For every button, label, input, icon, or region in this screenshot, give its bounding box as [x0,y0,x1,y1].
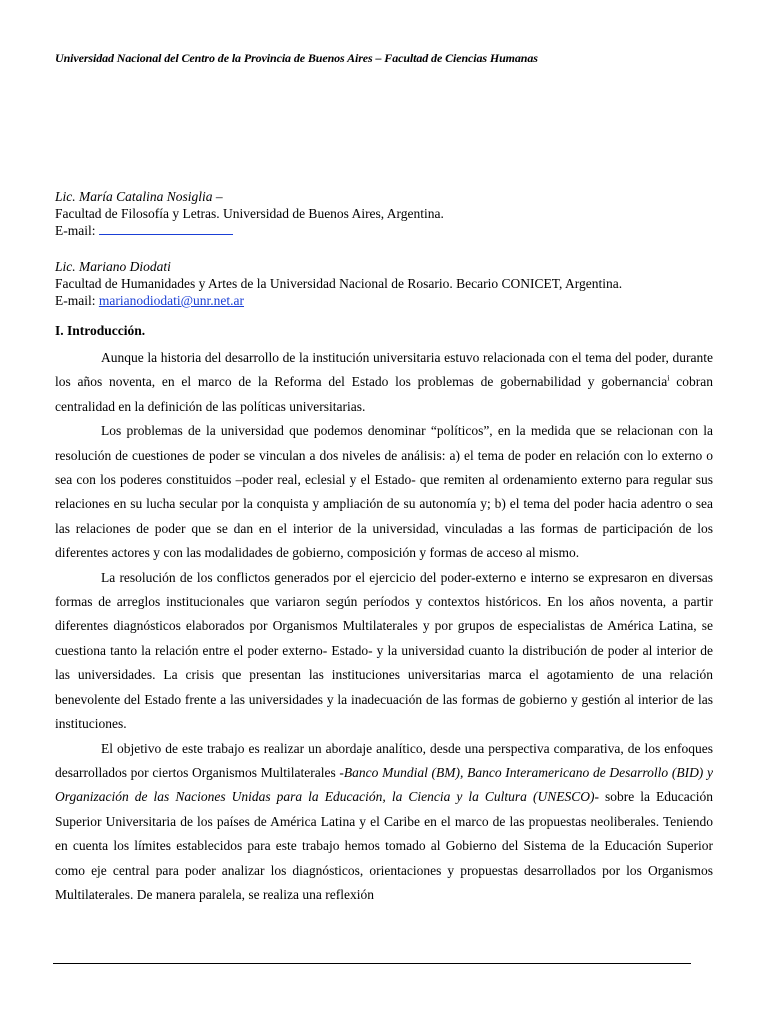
author-affiliation: Facultad de Filosofía y Letras. Universidad de Buenos Aires, Argentina. [55,206,444,221]
author-affiliation: Facultad de Humanidades y Artes de la Universidad Nacional de Rosario. Becario CONICET, Argentina. [55,276,623,291]
email-label: E-mail: [55,223,96,238]
paragraph-text: cobran centralidad en la definición de las políticas universitarias. [55,374,713,414]
paragraph: La resolución de los conflictos generados por el ejercicio del poder-externo e interno se expresaron en diversas formas de arreglos institucionales que variaron según períodos y contextos históricos. En los años noventa, a partir diferentes diagnósticos elaborados por Organismos Multilaterales y por grupos de especialistas de América Latina, se cuestiona tanto la relación entre el poder externo- Estado- y la universidad cuanto la distribución de poder al interior de las universidades. La crisis que presentan las instituciones universitarias marca el agotamiento de una relación benevolente del Estado frente a las universidades y la inadecuación de las formas de gobierno y gestión al interior de las instituciones. [55,569,713,732]
author-email-line [55,222,444,239]
paragraph: Los problemas de la universidad que podemos denominar “políticos”, en la medida que se relacionan con la resolución de cuestiones de poder se vinculan a dos niveles de análisis: a) el tema de poder en relación con lo externo o sea con los poderes constituidos –poder real, eclesial y el Estado- que remiten al ordenamiento externo para regular sus relaciones en su lucha secular por la conquista y ampliación de su autonomía y; b) el tema del poder hacia adentro o sea las relaciones de poder que se dan en el interior de la universidad, vinculadas a las formas de participación de los diferentes actores y con las modalidades de gobierno, composición y formas de acceso al mismo. [55,423,713,561]
email-link[interactable]: marianodiodati@unr.net.ar [98,293,245,308]
footnote-marker[interactable]: i [667,373,670,383]
email-link-placeholder[interactable] [99,222,233,235]
author-block-1 [55,188,444,239]
paragraph-text: - sobre la Educación Superior Universitaria de los países de América Latina y el Caribe en el marco de las propuestas neoliberales. Teniendo en cuenta los límites establecidos para este trabajo hemos tomado al Gobierno del Sistema de la Educación Superior como eje central para poder analizar los diagnósticos, orientaciones y propuestas desarrollados por los Organismos Multilaterales. De manera paralela, se realiza una reflexión [55,789,714,902]
author-email-line [55,292,622,309]
running-header: Universidad Nacional del Centro de la Provincia de Buenos Aires – Facultad de Ciencias Humanas [55,51,538,65]
paragraph-text: Aunque la historia del desarrollo de la institución universitaria estuvo relacionada con el tema del poder, durante los años noventa, en el marco de la Reforma del Estado los problemas de gobernabilidad y gobernancia [55,350,713,390]
paragraph-text: El objetivo de este trabajo es realizar un abordaje analítico, desde una perspectiva comparativa, de los enfoques desarrollados por ciertos Organismos Multilaterales - [55,740,713,780]
paragraph [55,737,713,908]
author-name: Lic. María Catalina Nosiglia – [55,189,223,204]
section-heading: I. Introducción. [55,323,146,338]
footnote-separator [53,963,691,964]
author-name: Lic. Mariano Diodati [55,259,171,274]
body-text [55,346,713,907]
organization-list: Banco Mundial (BM), Banco Interamericano de Desarrollo (BID) y Organización de las Naciones Unidas para la Educación, la Ciencia y la Cultura (UNESCO) [55,764,713,805]
author-block-2 [55,258,622,309]
paragraph [55,346,713,419]
email-label: E-mail: [55,293,96,308]
